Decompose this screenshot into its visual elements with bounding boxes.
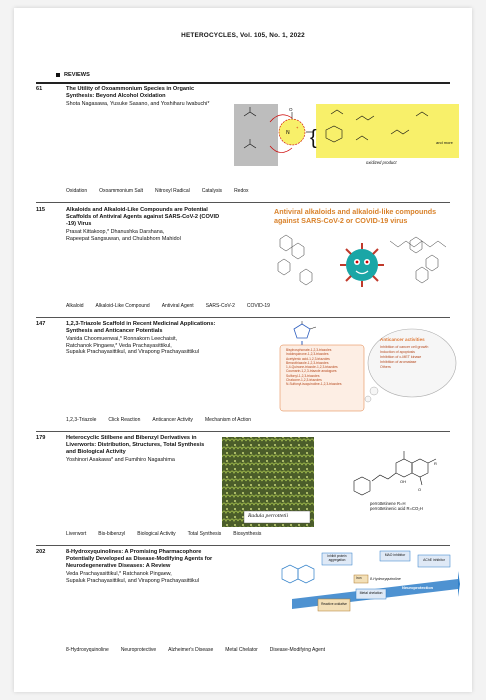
keyword-list	[66, 188, 261, 194]
entry-divider	[36, 545, 450, 546]
page-number: 61	[36, 86, 43, 92]
page-number: 147	[36, 321, 46, 327]
keyword[interactable]: Biosynthesis	[233, 531, 262, 537]
svg-text:O: O	[289, 107, 293, 112]
oxoammonium-scheme-diagram	[226, 100, 462, 170]
graphical-abstract-triazole	[272, 321, 458, 413]
keyword[interactable]: COVID-19	[246, 303, 270, 309]
article-authors: Vanida Choomuenwai,* Ronnakorn Leechaisit, Ratchanok Pingaew,* Veda Prachayasittikul, Supaluk Prachayasittikul, and Virapong Prachayasittikul	[66, 336, 199, 356]
triazole-compound-list: Bisphosphonate-1,2,3-triazoles Indolequinone-1,2,3-triazoles Acetylenic acid-1,2,3-triazoles Benzothiazole-1,2,3-triazoles 1,4-Quinone-triazole-1,2,3-triazoles Coumarin-1,2,3-triazole analogues Sulfonyl-1,2,3-triazoles Chalcone-1,2,3-triazoles N-Sulfonyl-isoquinoline-1,2,3-triazoles	[286, 348, 342, 387]
keyword[interactable]: 1,2,3-Triazole	[66, 417, 97, 423]
protein-aggregation-box: Inhibit protein aggregation	[327, 554, 347, 562]
mao-inhibitor-box: MAO inhibitor	[384, 553, 406, 557]
keyword-list	[66, 417, 263, 423]
keyword[interactable]: Redox	[234, 188, 249, 194]
article-authors: Shota Nagasawa, Yusuke Sasano, and Yoshiharu Iwabuchi*	[66, 101, 210, 107]
article-title[interactable]: 1,2,3-Triazole Scaffold in Recent Medicinal Applications: Synthesis and Anticancer Potentials	[66, 321, 216, 334]
activities-title: Anticancer activities	[380, 337, 425, 342]
svg-text:+: +	[296, 125, 299, 130]
keyword[interactable]: Alkaloid-Like Compound	[95, 303, 150, 309]
review-entry[interactable]	[36, 435, 450, 543]
entry-divider	[36, 431, 450, 432]
antiviral-headline: Antiviral alkaloids and alkaloid-like compounds against SARS-CoV-2 or COVID-19 virus	[274, 207, 437, 225]
keyword[interactable]: Liverwort	[66, 531, 87, 537]
article-title[interactable]: Alkaloids and Alkaloid-Like Compounds are Potential Scaffolds of Antiviral Agents against SARS-CoV-2 (COVID -19) Virus	[66, 207, 220, 227]
graphical-abstract-hydroxyquinoline	[272, 549, 460, 639]
article-authors: Yoshinori Asakawa* and Fumihiro Nagashima	[66, 457, 175, 463]
keyword[interactable]: Mechanism of Action	[204, 417, 252, 423]
keyword-list	[66, 303, 282, 309]
keyword[interactable]: Oxoammonium Salt	[99, 188, 144, 194]
keyword[interactable]: Alkaloid	[66, 303, 84, 309]
keyword[interactable]: Nitroxyl Radical	[155, 188, 190, 194]
keyword[interactable]: Bis-bibenzyl	[98, 531, 126, 537]
oxidized-product-label: oxidized product	[366, 160, 397, 165]
review-entry[interactable]	[36, 86, 453, 198]
review-entry[interactable]	[36, 549, 450, 659]
article-title[interactable]: Heterocyclic Stilbene and Bibenzyl Derivatives in Liverworts: Distribution, Structures, Total Synthesis and Biological Activity	[66, 435, 205, 455]
section-title: REVIEWS	[64, 72, 90, 78]
review-entry[interactable]	[36, 207, 450, 315]
compound-labels: perrottetinene R=H perrottetinenic acid R=CO₂H	[370, 501, 423, 512]
keyword[interactable]: Disease-Modifying Agent	[269, 647, 326, 653]
activities-list: Inhibition of cancer cell growth Induction of apoptosis Inhibition of c-MET kinase Inhibition of aromatase Others	[380, 345, 429, 369]
article-title[interactable]: 8-Hydroxyquinolines: A Promising Pharmacophore Potentially Developed as Disease-Modifying Agents for Neurodegenerative Diseases: A Review	[66, 549, 213, 569]
svg-text:R: R	[434, 461, 437, 466]
keyword[interactable]: Neuroprotective	[120, 647, 157, 653]
journal-header: HETEROCYCLES, Vol. 105, No. 1, 2022	[181, 32, 305, 39]
keyword[interactable]: Metal Chelator	[225, 647, 258, 653]
keyword[interactable]: Antiviral Agent	[161, 303, 194, 309]
keyword[interactable]: Oxidation	[66, 188, 88, 194]
entry-divider	[36, 317, 450, 318]
svg-text:OH: OH	[400, 479, 406, 484]
review-entry[interactable]	[36, 321, 450, 429]
article-title[interactable]: The Utility of Oxoammonium Species in Organic Synthesis: Beyond Alcohol Oxidation	[66, 86, 195, 99]
ache-inhibitor-box: AChE inhibitor	[423, 558, 445, 562]
iron-label: Iron	[356, 576, 362, 580]
graphical-abstract-oxoammonium	[226, 100, 462, 170]
keyword[interactable]: Alzheimer's Disease	[168, 647, 214, 653]
square-bullet-icon	[56, 73, 60, 77]
keyword-list	[66, 647, 337, 653]
page-number: 115	[36, 207, 46, 213]
section-heading	[56, 72, 90, 78]
keyword[interactable]: Total Synthesis	[187, 531, 222, 537]
section-divider	[36, 82, 450, 84]
keyword[interactable]: 8-Hydroxyquinoline	[66, 647, 109, 653]
entry-divider	[36, 202, 450, 203]
keyword-list	[66, 531, 273, 537]
article-authors: Veda Prachayasittikul,* Ratchanok Pingaew, Supaluk Prachayasittikul, and Virapong Prachayasittikul	[66, 571, 199, 584]
metal-chelation-box: Metal chelation	[359, 591, 383, 595]
page-number: 202	[36, 549, 46, 555]
reactive-oxidative-box: Reactive oxidative	[321, 602, 347, 606]
keyword[interactable]: Anticancer Activity	[152, 417, 193, 423]
keyword[interactable]: Catalysis	[201, 188, 223, 194]
and-more-label: and more	[436, 140, 453, 145]
article-authors: Prasat Kittakoop,* Dhanushka Darshana, Rapeepat Sangsuwan, and Chulabhorn Mahidol	[66, 229, 181, 242]
page-number: 179	[36, 435, 46, 441]
svg-text:N: N	[286, 130, 290, 136]
virus-illustration	[270, 207, 460, 291]
svg-text:{: {	[310, 127, 317, 149]
journal-page	[14, 8, 472, 692]
graphical-abstract-antiviral	[270, 207, 460, 291]
graphical-abstract-liverwort	[222, 435, 462, 527]
hydroxyquinoline-label: 8-Hydroxyquinoline	[370, 577, 401, 581]
keyword[interactable]: Biological Activity	[137, 531, 176, 537]
species-caption: Radula perrottetii	[248, 513, 289, 519]
keyword[interactable]: SARS-CoV-2	[205, 303, 235, 309]
svg-text:O: O	[418, 487, 422, 492]
neuroprotection-label: Neuroprotection	[402, 585, 434, 590]
keyword[interactable]: Click Reaction	[108, 417, 141, 423]
